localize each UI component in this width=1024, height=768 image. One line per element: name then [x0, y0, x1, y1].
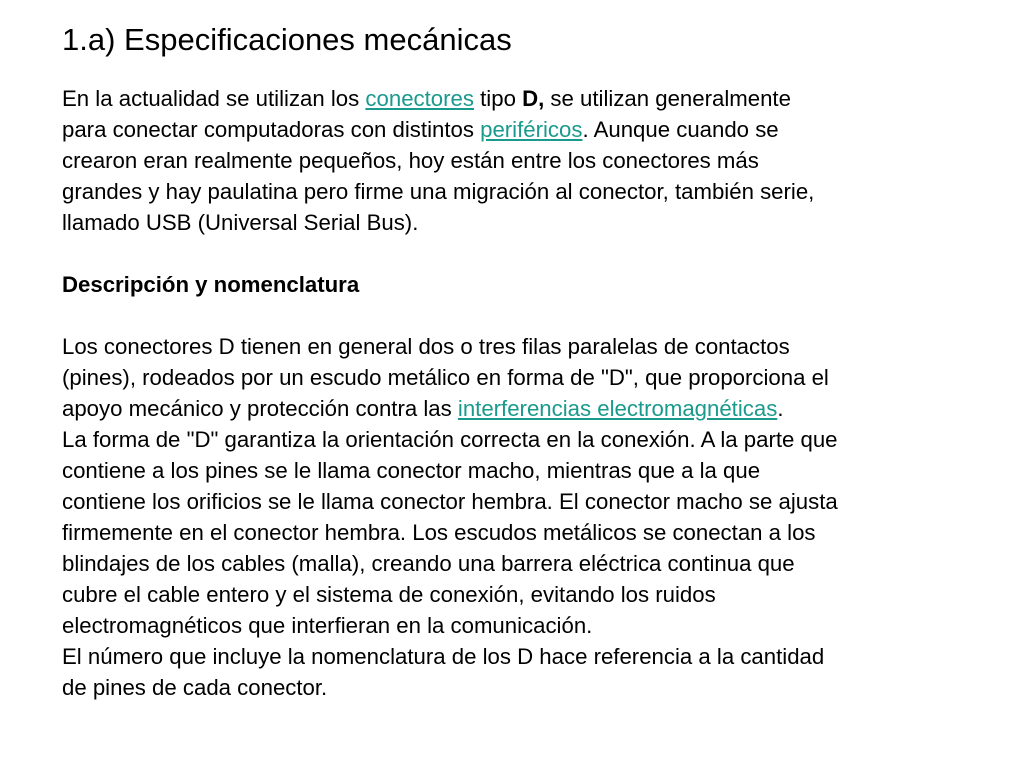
intro-line: crearon eran realmente pequeños, hoy están entre los conectores más	[62, 148, 759, 173]
perifericos-link[interactable]: periféricos	[480, 117, 583, 142]
description-line: firmemente en el conector hembra. Los escudos metálicos se conectan a los	[62, 520, 816, 545]
description-line: El número que incluye la nomenclatura de los D hace referencia a la cantidad	[62, 644, 825, 669]
intro-text: tipo	[473, 86, 523, 111]
connector-type-d: D,	[522, 86, 545, 111]
conectores-link[interactable]: conectores	[365, 86, 474, 111]
section-heading: Descripción y nomenclatura	[62, 272, 360, 297]
intro-line: llamado USB (Universal Serial Bus).	[62, 210, 419, 235]
intro-line: grandes y hay paulatina pero firme una migración al conector, también serie,	[62, 179, 815, 204]
description-line: contiene los orificios se le llama conector hembra. El conector macho se ajusta	[62, 489, 838, 514]
description-line	[62, 393, 1004, 424]
interferencias-link[interactable]: interferencias electromagnéticas	[457, 396, 778, 421]
description-paragraph	[62, 331, 1004, 703]
description-line: (pines), rodeados por un escudo metálico en forma de "D", que proporciona el	[62, 365, 829, 390]
intro-text: . Aunque cuando se	[582, 117, 779, 142]
intro-text: para conectar computadoras con distintos	[62, 117, 481, 142]
intro-line	[62, 114, 1004, 145]
description-line: blindajes de los cables (malla), creando una barrera eléctrica continua que	[62, 551, 795, 576]
description-line: La forma de "D" garantiza la orientación correcta en la conexión. A la parte que	[62, 427, 838, 452]
description-line: de pines de cada conector.	[62, 675, 328, 700]
intro-line	[62, 83, 1004, 114]
spacer	[62, 238, 1004, 269]
description-line: Los conectores D tienen en general dos o tres filas paralelas de contactos	[62, 334, 790, 359]
description-text: .	[777, 396, 784, 421]
description-line: contiene a los pines se le llama conector macho, mientras que a la que	[62, 458, 761, 483]
description-line: electromagnéticos que interfieran en la comunicación.	[62, 613, 593, 638]
intro-paragraph	[62, 83, 1004, 238]
intro-text: En la actualidad se utilizan los	[62, 86, 366, 111]
description-line: cubre el cable entero y el sistema de conexión, evitando los ruidos	[62, 582, 716, 607]
intro-text: se utilizan generalmente	[544, 86, 791, 111]
spacer	[62, 300, 1004, 331]
slide-title: 1.a) Especificaciones mecánicas	[62, 22, 512, 57]
description-text: apoyo mecánico y protección contra las	[62, 396, 458, 421]
